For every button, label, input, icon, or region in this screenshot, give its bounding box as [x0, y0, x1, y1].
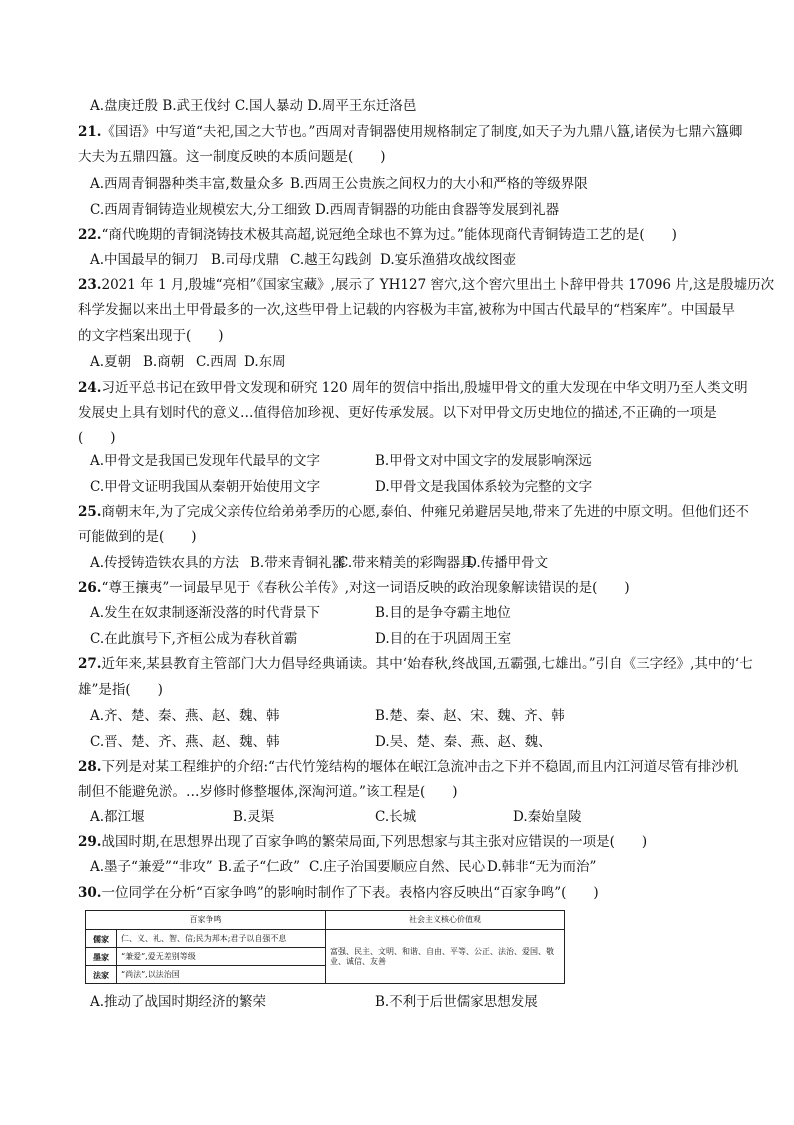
q28-line-2: 制但不能避免淤。…岁修时修整堰体,深淘河道。”该工程是( ) — [78, 784, 458, 800]
q27-option-c: C.晋、楚、齐、燕、赵、魏、韩 — [90, 734, 280, 750]
table-header-right: 社会主义核心价值观 — [326, 911, 565, 930]
q23-text-1: 2021 年 1 月,殷墟“亮相”《国家宝藏》,展示了 YH127 窖穴,这个窖穴里出土卜辞甲骨共 17096 片,这是殷墟历次 — [101, 277, 775, 293]
q25-line-2: 可能做到的是( ) — [78, 529, 197, 545]
q24-option-a: A.甲骨文是我国已发现年代最早的文字 — [90, 453, 321, 469]
q21-option-c: C.西周青铜铸造业规模宏大,分工细致 — [90, 202, 311, 218]
q26-option-c: C.在此旗号下,齐桓公成为春秋首霸 — [90, 631, 298, 647]
q26-option-a: A.发生在奴隶制逐渐没落的时代背景下 — [90, 605, 321, 621]
q23-line-2: 科学发掘以来出土甲骨最多的一次,这些甲骨上记载的内容极为丰富,被称为中国古代最早的“档案库”。中国最早 — [78, 302, 735, 318]
q30-option-a: A.推动了战国时期经济的繁荣 — [90, 994, 267, 1010]
q23-number: 23. — [78, 277, 102, 293]
hundred-schools-table — [85, 910, 565, 984]
q29-number: 29. — [78, 834, 102, 850]
q28-text-1: 下列是对某工程维护的介绍:“古代竹笼结构的堰体在岷江急流冲击之下并不稳固,而且内江河道尽管有排沙机 — [101, 759, 739, 775]
q29-text-1: 战国时期,在思想界出现了百家争鸣的繁荣局面,下列思想家与其主张对应错误的一项是( ) — [101, 834, 648, 850]
q27-option-b: B.楚、秦、赵、宋、魏、齐、韩 — [375, 708, 565, 724]
q22-line-1 — [78, 226, 718, 244]
table-school: 法家 — [86, 966, 117, 984]
table-desc: “尚法”,以法治国 — [117, 966, 326, 984]
q21-line-2: 大夫为五鼎四簋。这一制度反映的本质问题是( ) — [78, 149, 386, 165]
q25-option-c: C.带来精美的彩陶器具 — [338, 555, 474, 571]
q28-option-b: B.灵渠 — [233, 809, 275, 825]
q26-line-1 — [78, 579, 718, 597]
q24-line-3: ( ) — [78, 430, 116, 446]
table-desc: 仁、义、礼、智、信;民为邦本;君子以自强不息 — [117, 930, 326, 948]
q28-option-c: C.长城 — [375, 809, 417, 825]
q30-number: 30. — [78, 885, 102, 901]
q23-option-c: C.西周 — [196, 354, 238, 370]
q25-line-1 — [78, 503, 749, 521]
q25-option-b: B.带来青铜礼器 — [250, 555, 346, 571]
q24-text-1: 习近平总书记在致甲骨文发现和研究 120 周年的贺信中指出,殷墟甲骨文的重大发现在中华文明乃至人类文明 — [101, 380, 748, 396]
q28-option-d: D.秦始皇陵 — [513, 809, 582, 825]
q23-line-1 — [78, 276, 775, 294]
q30-text-1: 一位同学在分析“百家争鸣”的影响时制作了下表。表格内容反映出“百家争鸣”( ) — [101, 885, 599, 901]
q25-number: 25. — [78, 504, 102, 520]
q22-option-c: C.越王勾践剑 — [290, 252, 372, 268]
q29-option-b: B.孟子“仁政” — [218, 859, 301, 875]
q30-option-b: B.不利于后世儒家思想发展 — [375, 994, 538, 1010]
q21-option-d: D.西周青铜器的功能由食器等发展到礼器 — [315, 202, 560, 218]
q30-line-1 — [78, 884, 718, 902]
q22-number: 22. — [78, 227, 102, 243]
q26-number: 26. — [78, 580, 102, 596]
q22-option-d: D.宴乐渔猎攻战纹图壶 — [380, 252, 517, 268]
q26-option-b: B.目的是争夺霸主地位 — [375, 605, 511, 621]
q21-number: 21. — [78, 124, 102, 140]
table-row — [86, 930, 565, 948]
q24-number: 24. — [78, 380, 102, 396]
q28-option-a: A.都江堰 — [90, 809, 145, 825]
q21-option-a: A.西周青铜器种类丰富,数量众多 — [90, 176, 284, 192]
q27-number: 27. — [78, 656, 102, 672]
q26-text-1: “尊王攘夷”一词最早见于《春秋公羊传》,对这一词语反映的政治现象解读错误的是( ) — [101, 580, 630, 596]
q24-option-d: D.甲骨文是我国体系较为完整的文字 — [375, 479, 593, 495]
q22-text-1: “商代晚期的青铜浇铸技术极其高超,说冠绝全球也不算为过。”能体现商代青铜铸造工艺的是( ) — [101, 227, 677, 243]
q27-text-1: 近年来,某县教育主管部门大力倡导经典诵读。其中‘始春秋,终战国,五霸强,七雄出。”引自《三字经》,其中的‘七 — [101, 656, 753, 672]
table-school: 儒家 — [86, 930, 117, 948]
q22-option-b: B.司母戊鼎 — [211, 252, 280, 268]
table-header-left: 百家争鸣 — [86, 911, 326, 930]
q21-line-1 — [78, 123, 743, 141]
q23-option-b: B.商朝 — [143, 354, 185, 370]
q26-option-d: D.目的在于巩固周王室 — [375, 631, 512, 647]
q25-option-d: D.传播甲骨文 — [466, 555, 549, 571]
q24-line-1 — [78, 379, 748, 397]
table-desc: “兼爱”,爱无差别等级 — [117, 948, 326, 966]
q21-option-b: B.西周王公贵族之间权力的大小和严格的等级界限 — [290, 176, 588, 192]
q27-option-a: A.齐、楚、秦、燕、赵、魏、韩 — [90, 708, 280, 724]
q28-line-1 — [78, 758, 739, 776]
q27-option-d: D.吴、楚、秦、燕、赵、魏、 — [375, 734, 552, 750]
q29-line-1 — [78, 833, 718, 851]
q24-line-2: 发展史上具有划时代的意义…值得倍加珍视、更好传承发展。以下对甲骨文历史地位的描述,不正确的一项是 — [78, 405, 717, 421]
table-school: 墨家 — [86, 948, 117, 966]
q20-options: A.盘庚迁殷 B.武王伐纣 C.国人暴动 D.周平王东迁洛邑 — [90, 98, 417, 114]
q28-number: 28. — [78, 759, 102, 775]
q27-line-1 — [78, 655, 753, 673]
q23-option-d: D.东周 — [244, 354, 286, 370]
q29-option-c: C.庄子治国要顺应自然、民心 — [309, 859, 486, 875]
q25-option-a: A.传授铸造铁农具的方法 — [90, 555, 240, 571]
table-core-values: 富强、民主、文明、和谐、自由、平等、公正、法治、爱国、敬业、诚信、友善 — [326, 930, 565, 984]
q24-option-c: C.甲骨文证明我国从秦朝开始使用文字 — [90, 479, 321, 495]
q23-line-3: 的文字档案出现于( ) — [78, 328, 224, 344]
q27-line-2: 雄”是指( ) — [78, 682, 163, 698]
q24-option-b: B.甲骨文对中国文字的发展影响深远 — [375, 453, 592, 469]
q29-option-d: D.韩非“无为而治” — [487, 859, 597, 875]
q25-text-1: 商朝末年,为了完成父亲传位给弟弟季历的心愿,泰伯、仲雍兄弟避居吴地,带来了先进的中原文明。但他们还不 — [101, 504, 749, 520]
q29-option-a: A.墨子“兼爱”“非攻” — [90, 859, 213, 875]
q22-option-a: A.中国最早的铜刀 — [90, 252, 199, 268]
q21-text-1: 《国语》中写道“夫祀,国之大节也。”西周对青铜器使用规格制定了制度,如天子为九鼎八簋,诸侯为七鼎六簋卿 — [101, 124, 743, 140]
q23-option-a: A.夏朝 — [90, 354, 132, 370]
